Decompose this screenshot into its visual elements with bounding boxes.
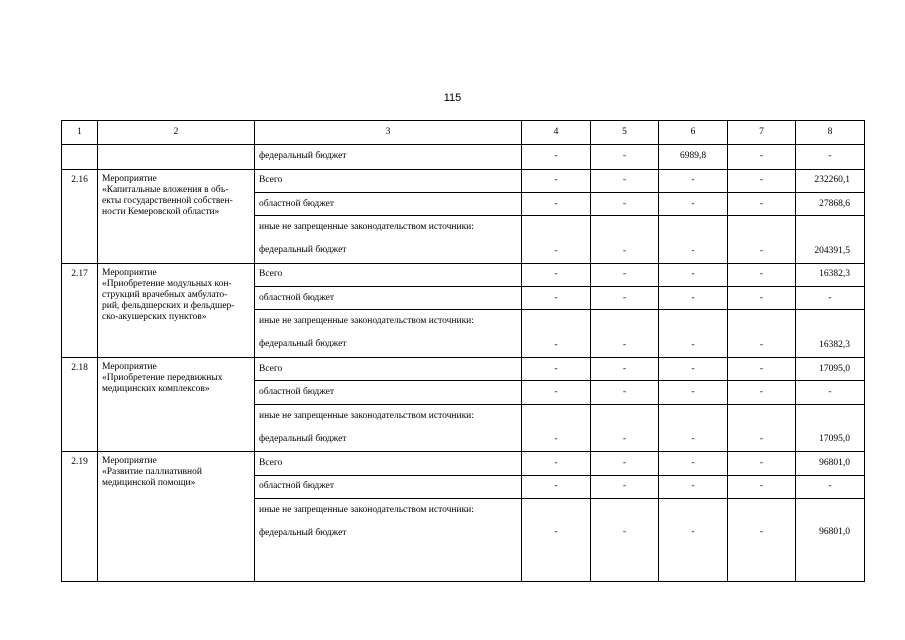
header-cell-8: 8 [796, 121, 865, 145]
table-row [62, 358, 865, 381]
other-sources-label: иные не запрещенные законодательством источники: [259, 222, 474, 233]
value-cell: - [591, 145, 659, 169]
source-label-regional: областной бюджет [255, 287, 522, 310]
value-cell: - [591, 169, 659, 192]
header-cell-5: 5 [591, 121, 659, 145]
item-name [98, 263, 255, 357]
item-name-line: Мероприятие [102, 173, 157, 184]
value-cell: - [659, 452, 728, 475]
value-cell: - [659, 216, 728, 264]
value-cell: - [659, 287, 728, 310]
federal-value: 96801,0 [796, 498, 865, 581]
header-cell-3: 3 [255, 121, 522, 145]
federal-budget-label: федеральный бюджет [259, 433, 347, 444]
value-cell: - [522, 192, 591, 215]
item-name-line: рий, фельдшерских и фельдшер- [102, 300, 235, 311]
source-label-other [255, 498, 522, 581]
value-cell: - [591, 498, 659, 581]
regional-value: - [796, 381, 865, 404]
header-cell-7: 7 [728, 121, 796, 145]
table-row [62, 263, 865, 286]
item-name-line: екты государственной собствен- [102, 195, 233, 206]
source-label-other [255, 216, 522, 264]
value-cell: - [728, 404, 796, 452]
item-name-line: Мероприятие [102, 362, 157, 373]
regional-value: - [796, 287, 865, 310]
other-sources-label: иные не запрещенные законодательством источники: [259, 410, 474, 421]
item-name-line: Мероприятие [102, 456, 157, 467]
item-name-line: медицинских комплексов» [102, 384, 210, 395]
table-row [62, 452, 865, 475]
source-label-total: Всего [255, 358, 522, 381]
value-cell: - [796, 145, 865, 169]
value-cell: - [659, 358, 728, 381]
empty-cell [62, 145, 98, 169]
source-label-total: Всего [255, 169, 522, 192]
value-cell: - [591, 287, 659, 310]
header-cell-1: 1 [62, 121, 98, 145]
total-value: 96801,0 [796, 452, 865, 475]
value-cell: - [659, 381, 728, 404]
item-name-line: «Капитальные вложения в объ- [102, 184, 229, 195]
value-cell: - [659, 498, 728, 581]
table-row [62, 169, 865, 192]
total-value: 17095,0 [796, 358, 865, 381]
header-row [62, 121, 865, 145]
item-name-line: «Развитие паллиативной [102, 467, 202, 478]
item-name-line: ско-акушерских пунктов» [102, 311, 207, 322]
value-cell: - [659, 263, 728, 286]
federal-budget-label: федеральный бюджет [259, 339, 347, 350]
item-number: 2.19 [62, 452, 98, 582]
item-number: 2.18 [62, 358, 98, 452]
value-cell: - [728, 452, 796, 475]
item-name-line: ности Кемеровской области» [102, 206, 220, 217]
table-row [62, 145, 865, 169]
value-cell: - [728, 169, 796, 192]
value-cell: - [728, 192, 796, 215]
header-cell-6: 6 [659, 121, 728, 145]
total-value: 16382,3 [796, 263, 865, 286]
budget-table [61, 120, 865, 582]
value-cell: - [522, 404, 591, 452]
value-cell: - [522, 498, 591, 581]
value-cell: - [522, 263, 591, 286]
header-cell-4: 4 [522, 121, 591, 145]
value-cell: - [522, 310, 591, 358]
value-cell: - [659, 310, 728, 358]
federal-budget-label: федеральный бюджет [259, 245, 347, 256]
value-cell: - [659, 475, 728, 498]
value-cell: 6989,8 [659, 145, 728, 169]
value-cell: - [728, 263, 796, 286]
source-label: федеральный бюджет [255, 145, 522, 169]
source-label-regional: областной бюджет [255, 192, 522, 215]
value-cell: - [591, 192, 659, 215]
value-cell: - [522, 216, 591, 264]
source-label-regional: областной бюджет [255, 475, 522, 498]
item-number: 2.16 [62, 169, 98, 263]
federal-value: 16382,3 [796, 310, 865, 358]
value-cell: - [728, 310, 796, 358]
header-cell-2: 2 [98, 121, 255, 145]
other-sources-label: иные не запрещенные законодательством источники: [259, 316, 474, 327]
value-cell: - [728, 287, 796, 310]
value-cell: - [728, 498, 796, 581]
item-name-line: Мероприятие [102, 267, 157, 278]
value-cell: - [522, 287, 591, 310]
value-cell: - [522, 358, 591, 381]
item-name [98, 358, 255, 452]
federal-value: 204391,5 [796, 216, 865, 264]
value-cell: - [728, 145, 796, 169]
item-name-line: «Приобретение модульных кон- [102, 278, 232, 289]
source-label-total: Всего [255, 263, 522, 286]
source-label-total: Всего [255, 452, 522, 475]
value-cell: - [591, 216, 659, 264]
regional-value: - [796, 475, 865, 498]
value-cell: - [591, 475, 659, 498]
value-cell: - [591, 263, 659, 286]
federal-budget-label: федеральный бюджет [259, 527, 347, 538]
value-cell: - [659, 404, 728, 452]
value-cell: - [522, 169, 591, 192]
value-cell: - [728, 475, 796, 498]
value-cell: - [659, 192, 728, 215]
source-label-other [255, 404, 522, 452]
regional-value: 27868,6 [796, 192, 865, 215]
item-name [98, 452, 255, 582]
other-sources-label: иные не запрещенные законодательством источники: [259, 504, 474, 515]
federal-value: 17095,0 [796, 404, 865, 452]
value-cell: - [522, 381, 591, 404]
value-cell: - [728, 216, 796, 264]
total-value: 232260,1 [796, 169, 865, 192]
value-cell: - [591, 452, 659, 475]
value-cell: - [591, 310, 659, 358]
value-cell: - [659, 169, 728, 192]
item-name-line: струкций врачебных амбулато- [102, 289, 228, 300]
item-number: 2.17 [62, 263, 98, 357]
value-cell: - [591, 358, 659, 381]
value-cell: - [591, 404, 659, 452]
item-name-line: медицинской помощи» [102, 478, 196, 489]
item-name [98, 169, 255, 263]
value-cell: - [728, 381, 796, 404]
value-cell: - [522, 452, 591, 475]
empty-cell [98, 145, 255, 169]
page-number: 115 [443, 92, 462, 104]
source-label-other [255, 310, 522, 358]
value-cell: - [728, 358, 796, 381]
value-cell: - [591, 381, 659, 404]
value-cell: - [522, 475, 591, 498]
item-name-line: «Приобретение передвижных [102, 373, 223, 384]
items-body [62, 169, 865, 581]
value-cell: - [522, 145, 591, 169]
source-label-regional: областной бюджет [255, 381, 522, 404]
